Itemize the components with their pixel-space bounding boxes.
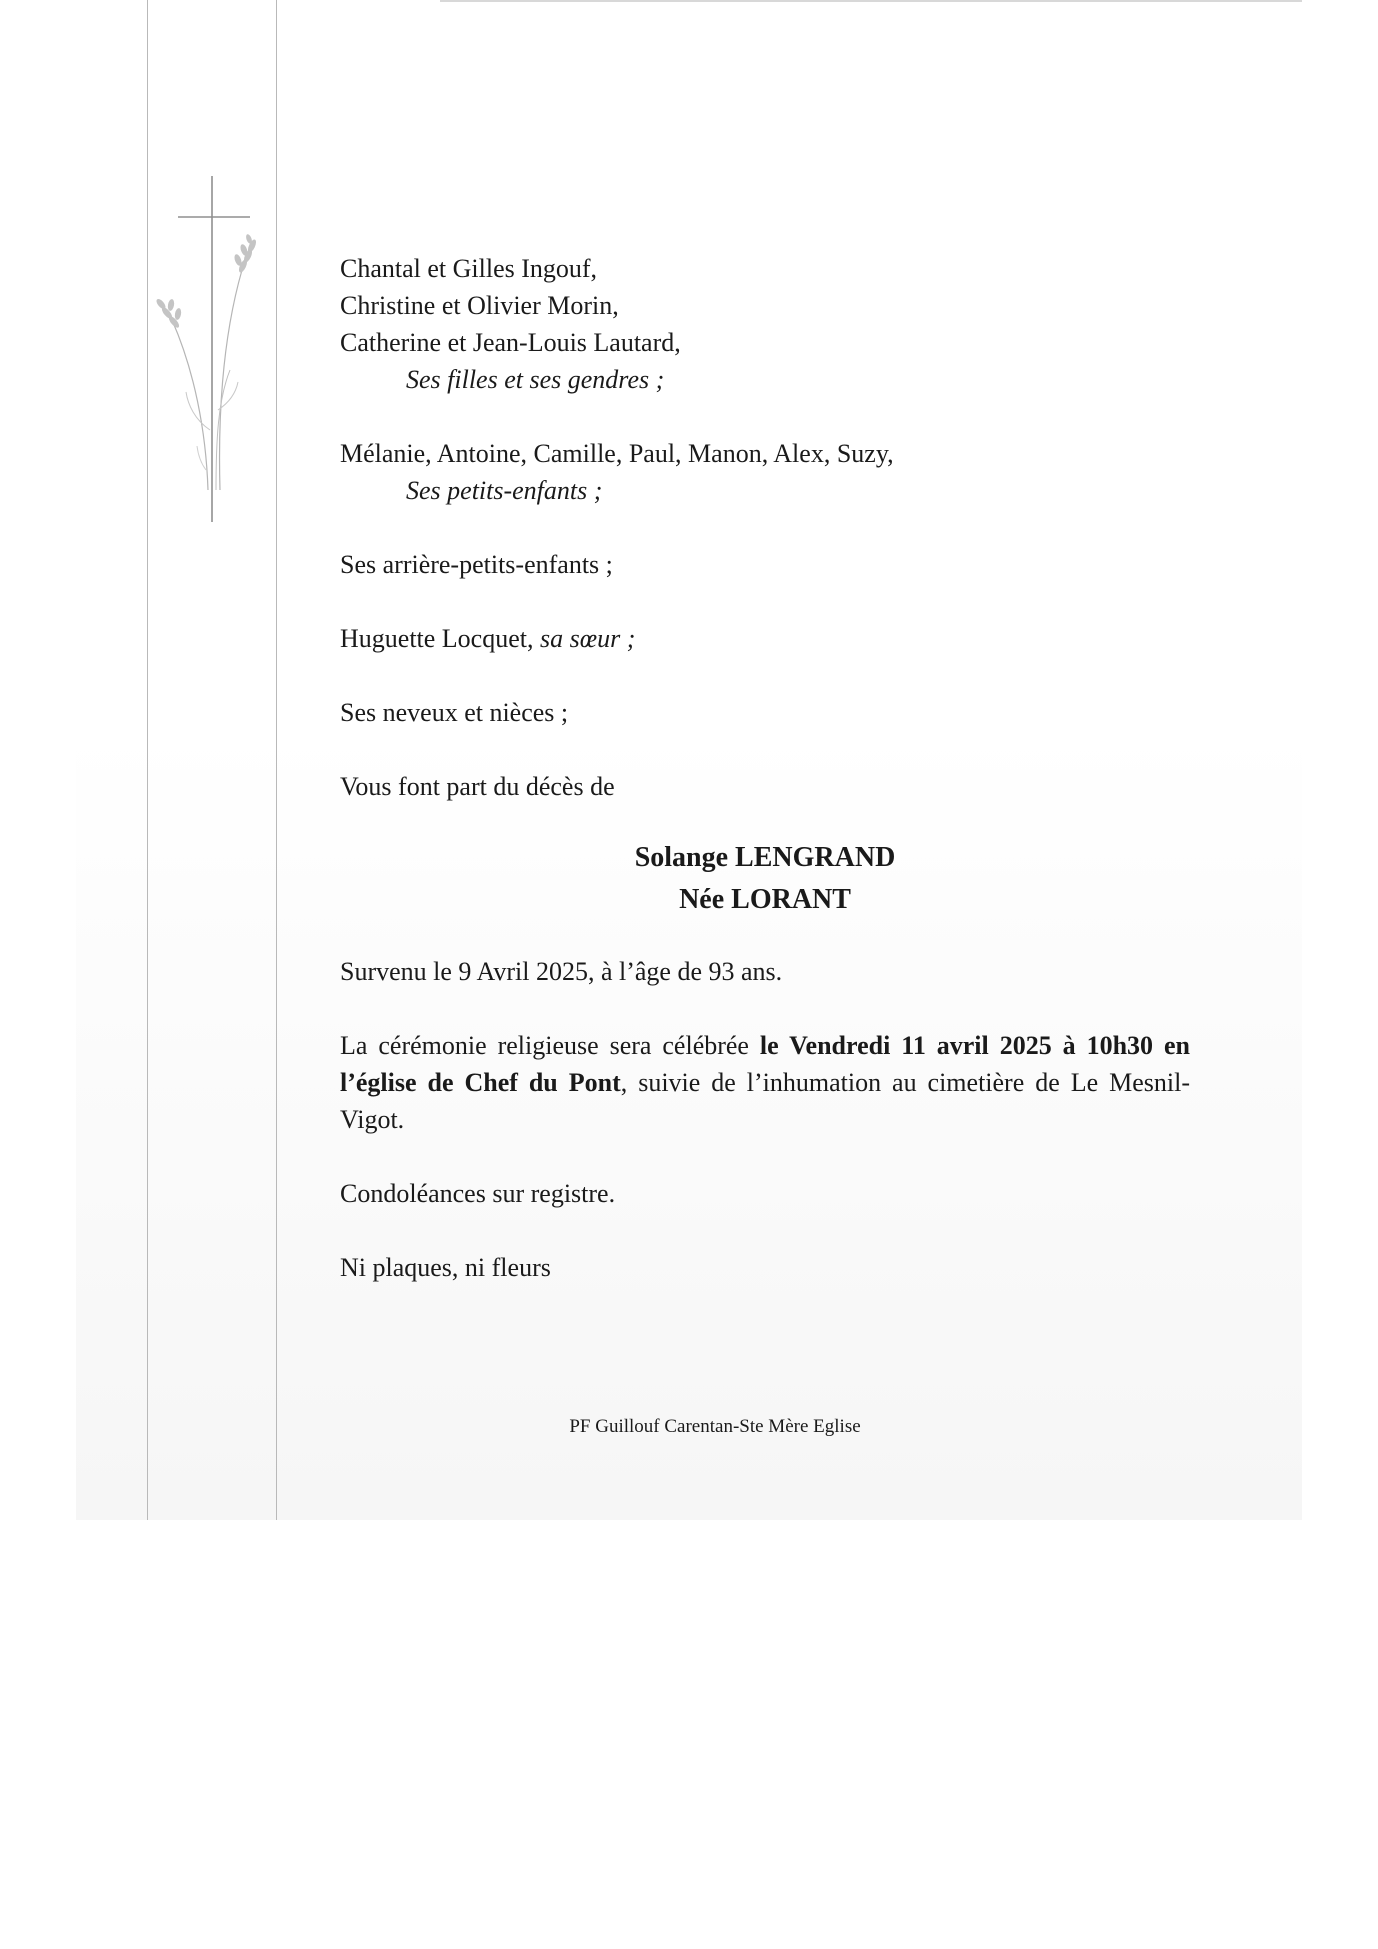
scan-top-edge [440,0,1302,2]
ceremony-paragraph [340,1027,1190,1138]
ceremony-rest: , suivie de l’inhumation au cimetière de Le Mesnil-Vigot. [340,1068,1190,1134]
great-grandchildren: Ses arrière-petits-enfants ; [340,550,613,579]
sister-name: Huguette Locquet, [340,624,534,653]
announcement-body [340,250,1190,1286]
sister-line [340,620,1190,657]
funeral-home-credit: PF Guillouf Carentan-Ste Mère Eglise [569,1416,861,1437]
family-name-1: Chantal et Gilles Ingouf, [340,254,598,283]
family-name-3: Catherine et Jean-Louis Lautard, [340,328,681,357]
deceased-name: Solange LENGRAND [634,842,896,873]
nephews-line: Ses neveux et nièces ; [340,698,569,727]
family-name-2: Christine et Olivier Morin, [340,291,619,320]
family-relation: Ses filles et ses gendres ; [406,365,665,394]
ceremony-intro: La cérémonie religieuse sera célébrée [340,1031,760,1060]
right-margin-rule [276,0,277,1520]
sister-relation: sa sœur ; [540,624,636,653]
condolences-line: Condoléances sur registre. [340,1179,616,1208]
left-margin-rule [147,0,148,1520]
ceremony-date-place: le Vendredi 11 avril 2025 à 10h30 en l’église de Chef du Pont [340,1031,1190,1097]
grandchildren-relation: Ses petits-enfants ; [406,476,603,505]
deceased-maiden-name: Née LORANT [679,884,851,915]
grandchildren-names: Mélanie, Antoine, Camille, Paul, Manon, Alex, Suzy, [340,439,894,468]
death-info: Survenu le 9 Avril 2025, à l’âge de 93 ans. [340,957,783,986]
cross-with-wheat-icon [150,170,275,530]
deceased-name-block [340,837,1190,921]
no-flowers-line: Ni plaques, ni fleurs [340,1253,551,1282]
announcement-line: Vous font part du décès de [340,772,615,801]
